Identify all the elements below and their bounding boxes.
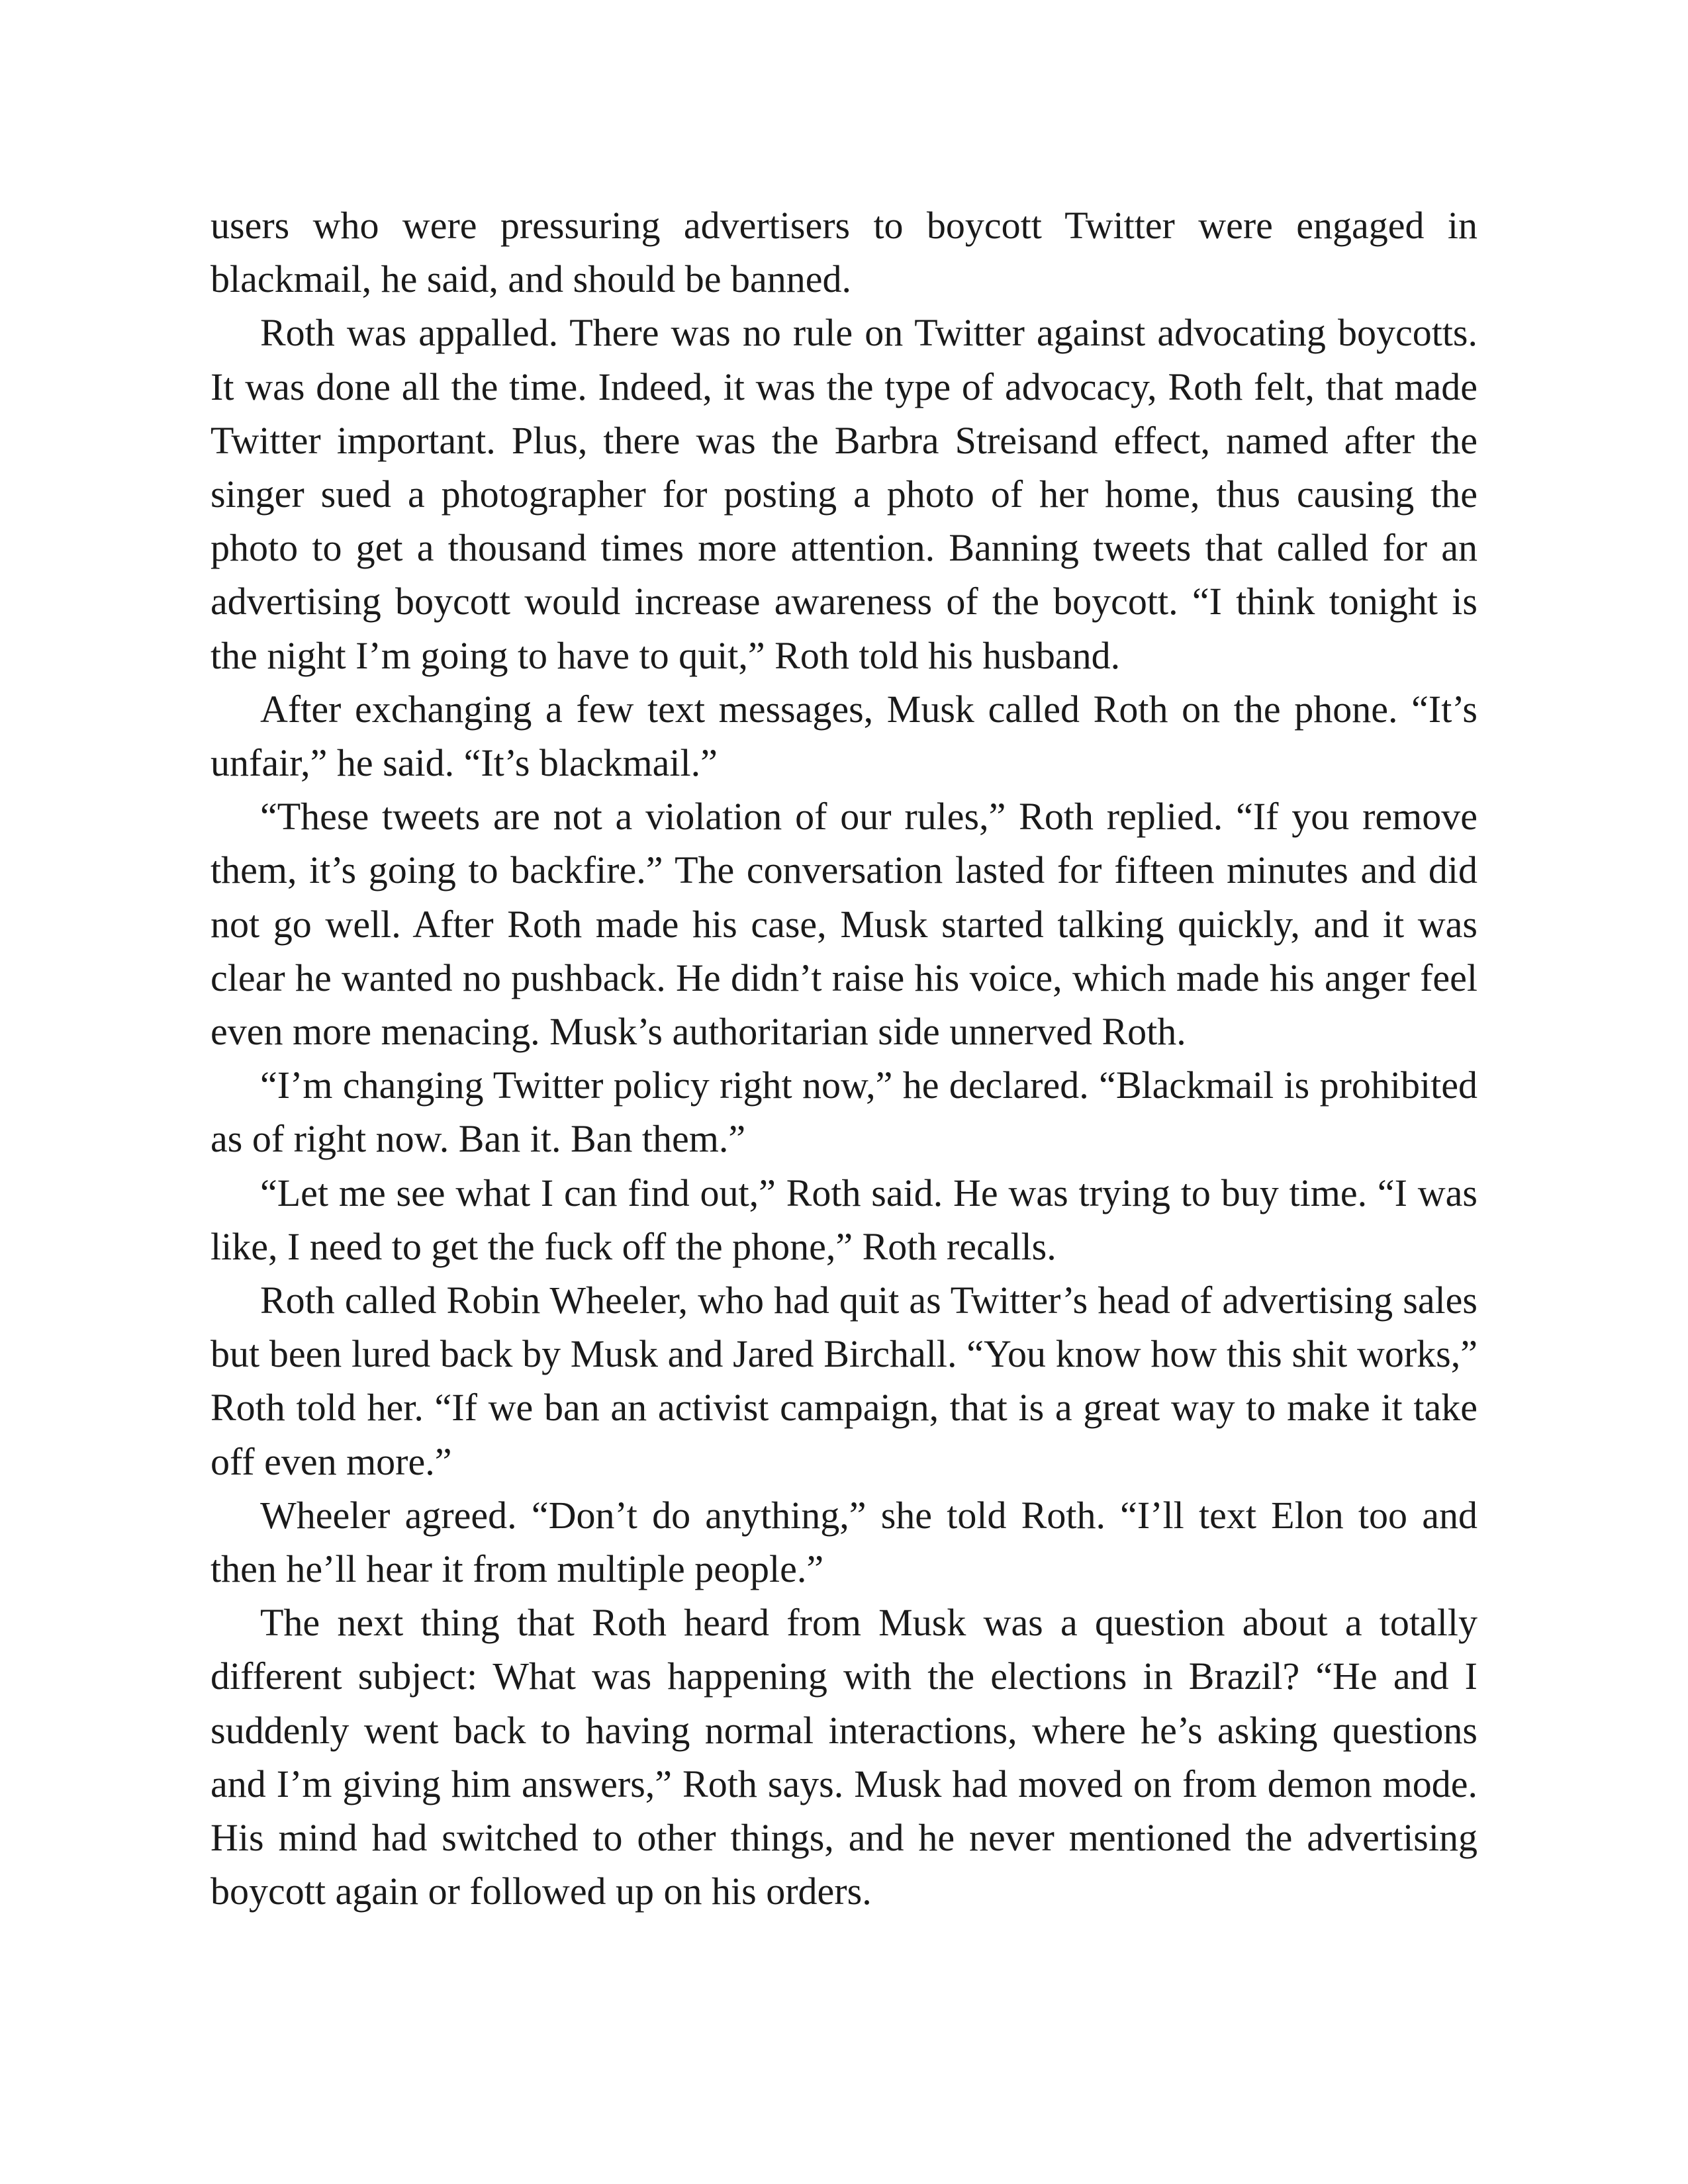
paragraph-8: Wheeler agreed. “Don’t do anything,” she told Roth. “I’ll text Elon too and then he’ll hear it from multiple people.” <box>211 1493 1477 1591</box>
paragraph-2: Roth was appalled. There was no rule on Twitter against advocating boycotts. It was done all the time. Indeed, it was the type of advocacy, Roth felt, that made Twitter important. Plus, there was the Barbra Streisand effect, named after the singer sued a photographer for posting a photo of her home, thus causing the photo to get a thousand times more attention. Banning tweets that called for an advertising boycott would increase awareness of the boycott. “I think tonight is the night I’m going to have to quit,” Roth told his husband. <box>211 311 1477 677</box>
paragraph-4: “These tweets are not a violation of our rules,” Roth replied. “If you remove them, it’s going to backfire.” The conversation lasted for fifteen minutes and did not go well. After Roth made his case, Musk started talking quickly, and it was clear he wanted no pushback. He didn’t raise his voice, which made his anger feel even more menacing. Musk’s authoritarian side unnerved Roth. <box>211 795 1477 1054</box>
paragraph-6: “Let me see what I can find out,” Roth said. He was trying to buy time. “I was like, I need to get the fuck off the phone,” Roth recalls. <box>211 1171 1477 1268</box>
book-page-body <box>211 199 1477 1919</box>
paragraph-3: After exchanging a few text messages, Musk called Roth on the phone. “It’s unfair,” he said. “It’s blackmail.” <box>211 687 1477 785</box>
paragraph-1-continued: users who were pressuring advertisers to boycott Twitter were engaged in blackmail, he said, and should be banned. <box>211 204 1477 301</box>
paragraph-5: “I’m changing Twitter policy right now,” he declared. “Blackmail is prohibited as of right now. Ban it. Ban them.” <box>211 1064 1477 1161</box>
paragraph-7: Roth called Robin Wheeler, who had quit as Twitter’s head of advertising sales but been lured back by Musk and Jared Birchall. “You know how this shit works,” Roth told her. “If we ban an activist campaign, that is a great way to make it take off even more.” <box>211 1279 1477 1483</box>
paragraph-9: The next thing that Roth heard from Musk was a question about a totally different subject: What was happening with the elections in Brazil? “He and I suddenly went back to having normal interactions, where he’s asking questions and I’m giving him answers,” Roth says. Musk had moved on from demon mode. His mind had switched to other things, and he never mentioned the advertising boycott again or followed up on his orders. <box>211 1601 1477 1913</box>
